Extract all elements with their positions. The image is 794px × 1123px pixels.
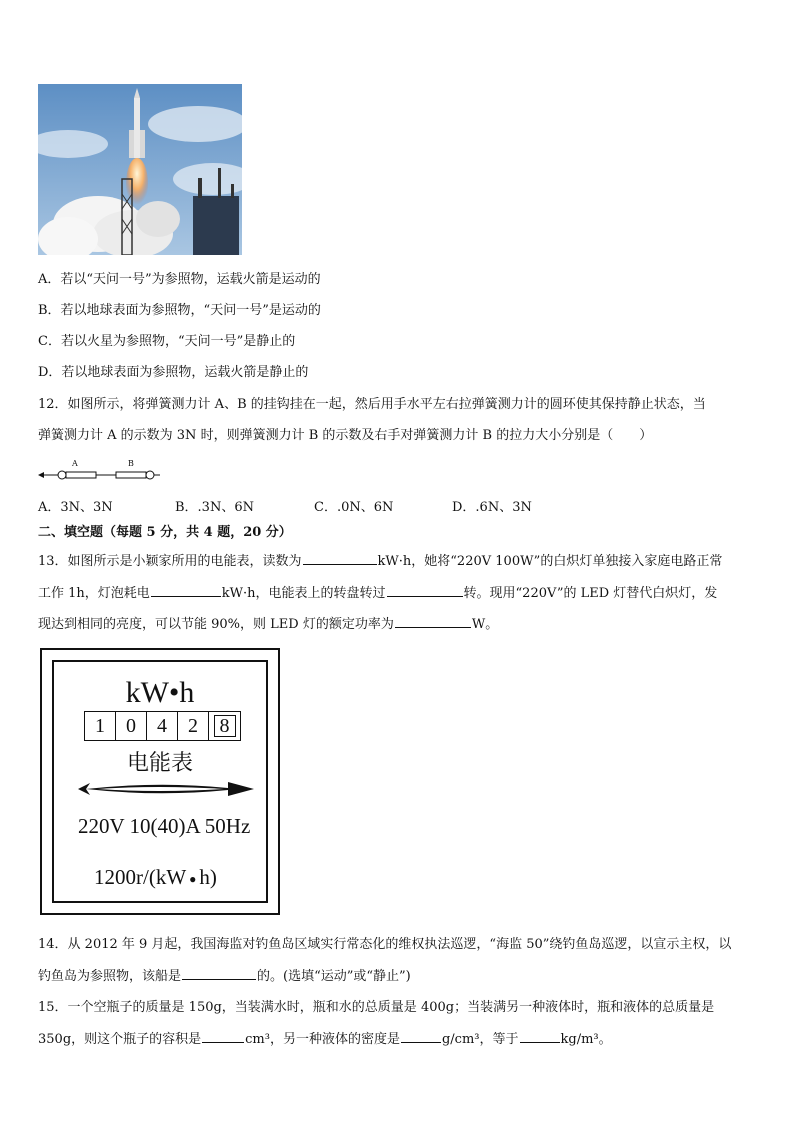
q12-option-a: A．3N、3N [38,500,113,515]
q13-line2 [38,584,717,603]
q14-line1: 14．从 2012 年 9 月起，我国海监对钓鱼岛区域实行常态化的维权执法巡逻，“海监 50”绕钓鱼岛巡逻，以宣示主权，以 [38,937,732,952]
spring-scale-diagram [38,459,162,485]
q15-line1: 15．一个空瓶子的质量是 150g，当装满水时，瓶和水的总质量是 400g；当装满另一种液体时，瓶和液体的总质量是 [38,1000,715,1015]
q11-option-c: C．若以火星为参照物，“天问一号”是静止的 [38,334,296,349]
meter-digit: 2 [178,712,209,740]
q13-text: 工作 1h，灯泡耗电 [38,586,150,601]
meter-digit: 4 [147,712,178,740]
answer-blank[interactable] [401,1030,441,1043]
meter-name: 电能表 [126,751,193,776]
answer-blank[interactable] [202,1030,244,1043]
q14-text: 钓鱼岛为参照物，该船是 [38,969,182,984]
q15-text: cm³，另一种液体的密度是 [245,1032,400,1047]
q12-option-c: C．.0N、6N [314,500,394,515]
q13-line3 [38,615,498,634]
arrow-icon [78,780,254,798]
meter-decimal-digit: 8 [209,712,240,740]
answer-blank[interactable] [182,967,256,980]
q15-text: g/cm³，等于 [441,1032,519,1047]
q12-stem-line2: 弹簧测力计 A 的示数为 3N 时，则弹簧测力计 B 的示数及右手对弹簧测力计 B 的拉力大小分别是（ ） [38,428,653,443]
meter-spec: 220V 10(40)A 50Hz [78,814,251,838]
q12-option-b: B．.3N、6N [175,500,254,515]
answer-blank[interactable] [387,584,463,597]
q11-option-b: B．若以地球表面为参照物，“天问一号”是运动的 [38,303,321,318]
q14-text: 的。(选填“运动”或“静止”) [257,969,411,984]
electric-meter-figure [40,648,280,915]
electric-meter-panel [52,660,268,903]
q13-text: kW·h，电能表上的转盘转过 [221,586,386,601]
section-title: 二、填空题（每题 5 分，共 4 题，20 分） [38,525,292,540]
meter-revolutions: 1200r/(kW ● h) [94,865,217,889]
meter-unit: kW•h [125,676,195,709]
q13-text: 13．如图所示是小颖家所用的电能表，读数为 [38,554,302,569]
q13-text: 转。现用“220V”的 LED 灯替代白炽灯，发 [463,586,718,601]
q15-line2 [38,1030,612,1049]
q15-text: kg/m³。 [560,1032,612,1047]
answer-blank[interactable] [395,615,471,628]
q11-option-d: D．若以地球表面为参照物，运载火箭是静止的 [38,365,309,380]
meter-reading [84,711,241,741]
q13-text: W。 [471,617,499,632]
q13-text: 现达到相同的亮度，可以节能 90%，则 LED 灯的额定功率为 [38,617,394,632]
q14-line2 [38,967,411,986]
rocket-launch-photo [38,84,242,255]
answer-blank[interactable] [303,552,377,565]
answer-blank[interactable] [520,1030,560,1043]
q15-text: 350g，则这个瓶子的容积是 [38,1032,202,1047]
scale-a-label: A [72,459,78,468]
q13-text: kW·h，她将“220V 100W”的白炽灯单独接入家庭电路正常 [377,554,723,569]
q12-stem-line1: 12．如图所示，将弹簧测力计 A、B 的挂钩挂在一起，然后用手水平左右拉弹簧测力计的圆环使其保持静止状态，当 [38,397,706,412]
meter-digit: 1 [85,712,116,740]
q13-line1 [38,552,722,571]
answer-blank[interactable] [151,584,221,597]
meter-digit: 0 [116,712,147,740]
scale-b-label: B [128,459,134,468]
q12-option-d: D．.6N、3N [452,500,532,515]
q11-option-a: A．若以“天问一号”为参照物，运载火箭是运动的 [38,272,321,287]
